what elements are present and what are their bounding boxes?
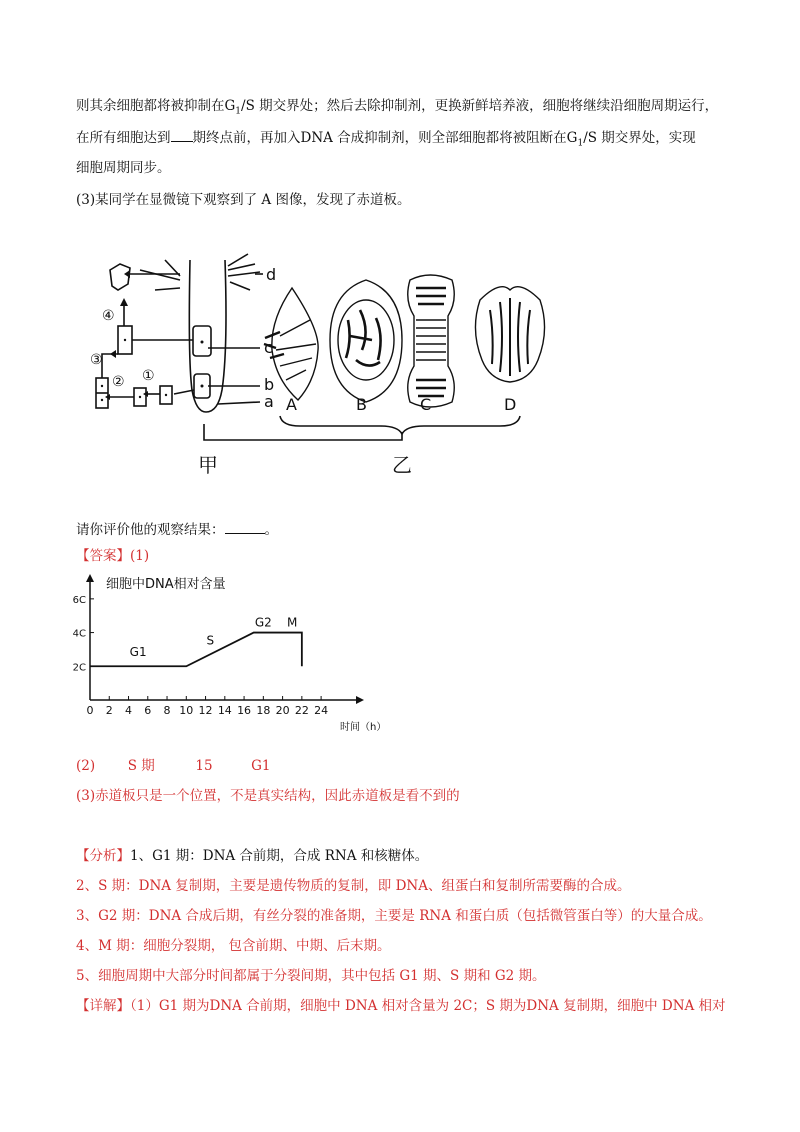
answer-g1: G1 [251,758,271,774]
answer-part2-num: (2) [76,758,96,774]
detail-tag: 【详解】 [76,998,130,1014]
step-3: ③ [90,352,103,368]
x-tick-label: 12 [198,704,213,717]
x-tick-label: 22 [294,704,309,717]
question-line-3: 细胞周期同步。 [76,160,171,176]
x-tick-label: 6 [144,704,152,717]
subscript: 1 [577,138,584,149]
bracket-yi [280,416,520,434]
x-tick-label: 24 [314,704,329,717]
cell-d-telophase [475,287,544,382]
text-fragment: /S 期交界处，实现 [583,130,696,146]
x-tick-label: 2 [105,704,113,717]
analysis-line-2: 2、S 期：DNA 复制期，主要是遗传物质的复制，即 DNA、组蛋白和复制所需要酶的合成。 [76,878,631,894]
root-tip-outline [189,260,226,412]
y-axis-arrow [86,574,94,582]
phase-label-g2: G2 [254,615,272,630]
mitosis-figure [80,240,560,490]
answer-part3: (3)赤道板只是一个位置，不是真实结构，因此赤道板是看不到的 [76,788,460,804]
x-tick-label: 4 [125,704,133,717]
answer-15: 15 [195,758,213,774]
phase-label-s: S [206,633,215,648]
answer-tag: 【答案】 [76,548,130,564]
evaluate-line [76,520,278,540]
analysis-tag: 【分析】 [76,848,130,864]
label-jia: 甲 [198,453,218,477]
label-cell-c: C [420,395,432,414]
question-3-text: (3)某同学在显微镜下观察到了 A 图像，发现了赤道板。 [76,192,411,208]
label-b: b [264,375,275,394]
root-hairs-left [140,260,180,290]
label-cell-b: B [356,395,367,414]
chart-title: 细胞中DNA相对含量 [106,577,226,592]
label-c: c [264,338,273,357]
differentiated-cell [110,264,130,290]
x-tick-label: 14 [217,704,232,717]
phase-label-g1: G1 [129,645,147,660]
text-fragment: /S 期交界处；然后去除抑制剂，更换新鲜培养液，细胞将继续沿细胞周期运行， [241,98,719,114]
label-yi: 乙 [392,453,412,477]
label-a: a [264,392,274,411]
y-tick-label: 6C [72,594,86,606]
answer-heading [76,546,149,566]
x-axis-arrow [356,696,364,704]
text-fragment: 。 [264,522,278,538]
step-2: ② [112,374,125,390]
x-tick-label: 8 [163,704,171,717]
cell-c-anaphase [408,275,455,407]
y-tick-label: 4C [72,628,86,640]
step-4: ④ [102,308,115,324]
answer-part2 [76,756,271,776]
answer-blank[interactable] [171,129,193,142]
cell-b-prophase [330,280,402,402]
x-axis-label: 时间（h） [340,722,387,733]
question-line-2 [76,128,696,154]
evaluate-prompt: 请你评价他的观察结果： [76,522,225,538]
detail-line [76,996,726,1016]
label-cell-d: D [504,395,517,414]
label-d: d [266,265,277,284]
subscript: 1 [235,106,242,117]
text-fragment: 在所有细胞达到 [76,130,171,146]
pointer-a [218,402,260,404]
text-fragment: 期终点前，再加入DNA 合成抑制剂，则全部细胞都将被阻断在G [192,130,578,146]
analysis-line-1 [76,846,428,866]
x-tick-label: 20 [275,704,290,717]
answer-part1: (1) [130,548,150,564]
x-tick-label: 16 [237,704,252,717]
step-1: ① [142,368,155,384]
dna-content-chart [60,572,390,742]
answer-s-phase: S 期 [127,758,155,774]
analysis-line-3: 3、G2 期：DNA 合成后期，有丝分裂的准备期，主要是 RNA 和蛋白质（包括微管蛋白等）的大量合成。 [76,908,712,924]
x-tick-label: 0 [86,704,94,717]
text-fragment: 则其余细胞都将被抑制在G [76,98,236,114]
phase-label-m: M [287,615,298,630]
analysis-line-4: 4、M 期：细胞分裂期， 包含前期、中期、后末期。 [76,938,391,954]
y-tick-label: 2C [72,662,86,674]
x-tick-label: 18 [256,704,271,717]
analysis-line-5: 5、细胞周期中大部分时间都属于分裂间期，其中包括 G1 期、S 期和 G2 期。 [76,968,546,984]
analysis-text: 1、G1 期：DNA 合前期，合成 RNA 和核糖体。 [130,848,429,864]
label-cell-a: A [286,395,297,414]
detail-text: （1）G1 期为DNA 合前期，细胞中 DNA 相对含量为 2C；S 期为DNA 复制期，细胞中 DNA 相对 [130,998,726,1014]
dna-content-line [90,633,302,667]
answer-blank[interactable] [225,521,265,534]
root-hairs-right [228,254,260,290]
x-tick-label: 10 [179,704,194,717]
question-line-1 [76,96,718,122]
